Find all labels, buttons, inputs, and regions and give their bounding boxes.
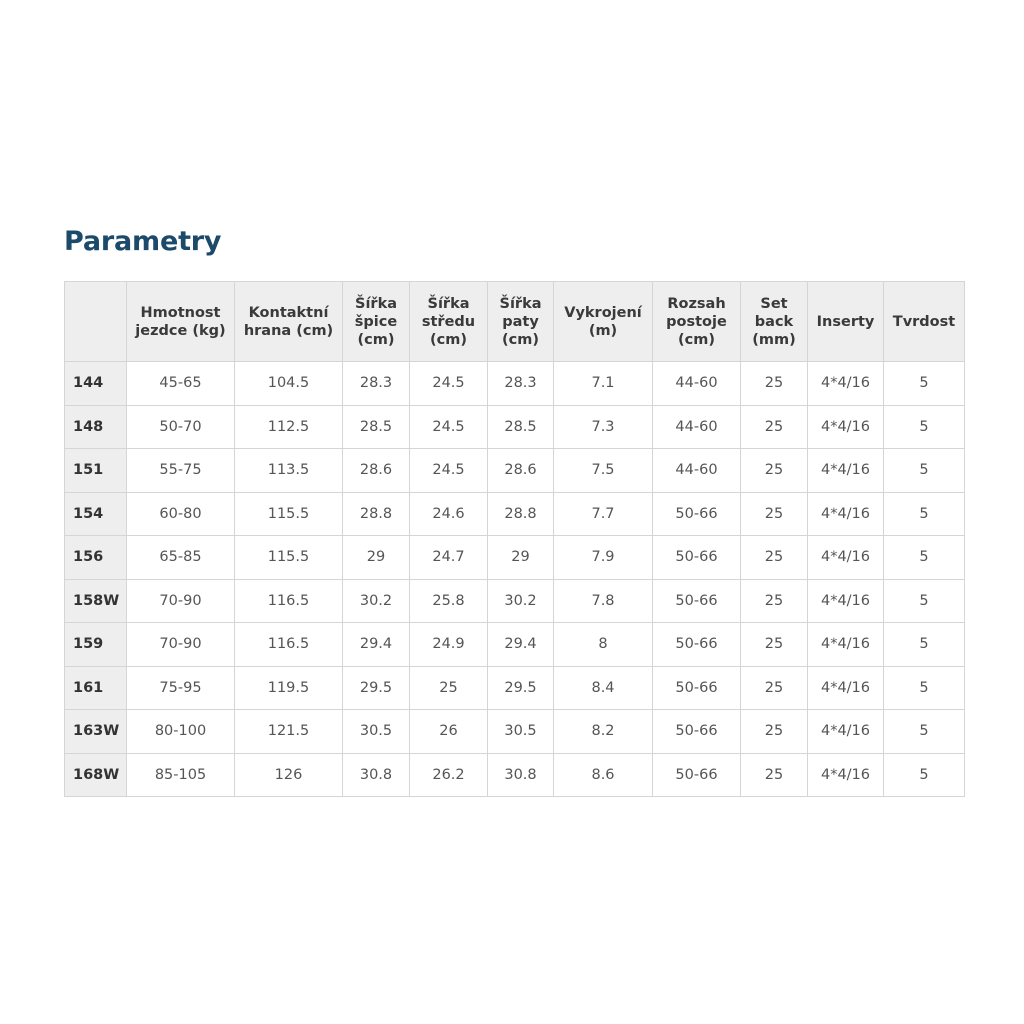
cell-tail-width: 29.5 xyxy=(488,666,554,710)
cell-setback: 25 xyxy=(741,362,808,406)
header-flex: Tvrdost xyxy=(884,282,965,362)
cell-flex: 5 xyxy=(884,405,965,449)
cell-sidecut: 8.2 xyxy=(554,710,653,754)
table-row xyxy=(65,623,965,667)
cell-contact-edge: 126 xyxy=(235,753,343,797)
cell-tail-width: 28.6 xyxy=(488,449,554,493)
header-size xyxy=(65,282,127,362)
cell-rider-weight: 80-100 xyxy=(127,710,235,754)
header-stance-range: Rozsah postoje (cm) xyxy=(653,282,741,362)
cell-stance-range: 44-60 xyxy=(653,405,741,449)
cell-stance-range: 50-66 xyxy=(653,492,741,536)
table-row xyxy=(65,362,965,406)
cell-contact-edge: 115.5 xyxy=(235,492,343,536)
cell-contact-edge: 113.5 xyxy=(235,449,343,493)
cell-stance-range: 50-66 xyxy=(653,579,741,623)
cell-size: 154 xyxy=(65,492,127,536)
cell-rider-weight: 65-85 xyxy=(127,536,235,580)
cell-waist-width: 24.5 xyxy=(410,449,488,493)
header-waist-width: Šířka středu (cm) xyxy=(410,282,488,362)
header-rider-weight: Hmotnost jezdce (kg) xyxy=(127,282,235,362)
cell-nose-width: 30.8 xyxy=(343,753,410,797)
cell-inserts: 4*4/16 xyxy=(808,362,884,406)
cell-size: 158W xyxy=(65,579,127,623)
cell-stance-range: 50-66 xyxy=(653,753,741,797)
cell-rider-weight: 45-65 xyxy=(127,362,235,406)
cell-tail-width: 29 xyxy=(488,536,554,580)
cell-size: 151 xyxy=(65,449,127,493)
cell-contact-edge: 115.5 xyxy=(235,536,343,580)
cell-tail-width: 28.8 xyxy=(488,492,554,536)
cell-nose-width: 29 xyxy=(343,536,410,580)
cell-sidecut: 7.3 xyxy=(554,405,653,449)
cell-tail-width: 28.3 xyxy=(488,362,554,406)
cell-contact-edge: 104.5 xyxy=(235,362,343,406)
cell-inserts: 4*4/16 xyxy=(808,579,884,623)
cell-setback: 25 xyxy=(741,579,808,623)
cell-stance-range: 50-66 xyxy=(653,666,741,710)
cell-waist-width: 24.5 xyxy=(410,362,488,406)
cell-waist-width: 24.7 xyxy=(410,536,488,580)
cell-stance-range: 50-66 xyxy=(653,623,741,667)
table-row xyxy=(65,449,965,493)
cell-sidecut: 7.5 xyxy=(554,449,653,493)
table-row xyxy=(65,536,965,580)
cell-nose-width: 28.5 xyxy=(343,405,410,449)
cell-contact-edge: 119.5 xyxy=(235,666,343,710)
header-setback: Set back (mm) xyxy=(741,282,808,362)
cell-tail-width: 30.8 xyxy=(488,753,554,797)
cell-setback: 25 xyxy=(741,405,808,449)
cell-inserts: 4*4/16 xyxy=(808,666,884,710)
cell-size: 144 xyxy=(65,362,127,406)
cell-contact-edge: 121.5 xyxy=(235,710,343,754)
table-row xyxy=(65,579,965,623)
cell-setback: 25 xyxy=(741,623,808,667)
cell-tail-width: 28.5 xyxy=(488,405,554,449)
cell-rider-weight: 70-90 xyxy=(127,579,235,623)
cell-waist-width: 26.2 xyxy=(410,753,488,797)
cell-rider-weight: 60-80 xyxy=(127,492,235,536)
cell-stance-range: 44-60 xyxy=(653,362,741,406)
cell-sidecut: 8 xyxy=(554,623,653,667)
cell-nose-width: 30.2 xyxy=(343,579,410,623)
cell-tail-width: 30.2 xyxy=(488,579,554,623)
cell-size: 148 xyxy=(65,405,127,449)
header-inserts: Inserty xyxy=(808,282,884,362)
cell-rider-weight: 50-70 xyxy=(127,405,235,449)
cell-waist-width: 25 xyxy=(410,666,488,710)
cell-flex: 5 xyxy=(884,623,965,667)
cell-sidecut: 8.6 xyxy=(554,753,653,797)
cell-setback: 25 xyxy=(741,492,808,536)
table-row xyxy=(65,666,965,710)
cell-size: 163W xyxy=(65,710,127,754)
cell-waist-width: 24.9 xyxy=(410,623,488,667)
cell-waist-width: 25.8 xyxy=(410,579,488,623)
table-row xyxy=(65,753,965,797)
cell-waist-width: 24.6 xyxy=(410,492,488,536)
cell-setback: 25 xyxy=(741,666,808,710)
cell-sidecut: 8.4 xyxy=(554,666,653,710)
parameters-table xyxy=(64,281,965,797)
table-header xyxy=(65,282,965,362)
cell-stance-range: 50-66 xyxy=(653,710,741,754)
cell-inserts: 4*4/16 xyxy=(808,710,884,754)
cell-flex: 5 xyxy=(884,492,965,536)
cell-tail-width: 29.4 xyxy=(488,623,554,667)
cell-flex: 5 xyxy=(884,536,965,580)
cell-contact-edge: 116.5 xyxy=(235,579,343,623)
cell-size: 161 xyxy=(65,666,127,710)
cell-inserts: 4*4/16 xyxy=(808,492,884,536)
cell-inserts: 4*4/16 xyxy=(808,449,884,493)
cell-setback: 25 xyxy=(741,753,808,797)
cell-size: 168W xyxy=(65,753,127,797)
cell-stance-range: 50-66 xyxy=(653,536,741,580)
table-body xyxy=(65,362,965,797)
cell-inserts: 4*4/16 xyxy=(808,405,884,449)
header-nose-width: Šířka špice (cm) xyxy=(343,282,410,362)
header-row xyxy=(65,282,965,362)
cell-flex: 5 xyxy=(884,579,965,623)
cell-nose-width: 29.4 xyxy=(343,623,410,667)
table-row xyxy=(65,492,965,536)
cell-rider-weight: 55-75 xyxy=(127,449,235,493)
cell-flex: 5 xyxy=(884,449,965,493)
cell-waist-width: 24.5 xyxy=(410,405,488,449)
cell-rider-weight: 75-95 xyxy=(127,666,235,710)
cell-sidecut: 7.1 xyxy=(554,362,653,406)
cell-flex: 5 xyxy=(884,666,965,710)
cell-inserts: 4*4/16 xyxy=(808,536,884,580)
cell-sidecut: 7.7 xyxy=(554,492,653,536)
cell-nose-width: 29.5 xyxy=(343,666,410,710)
cell-sidecut: 7.9 xyxy=(554,536,653,580)
cell-rider-weight: 85-105 xyxy=(127,753,235,797)
cell-sidecut: 7.8 xyxy=(554,579,653,623)
cell-waist-width: 26 xyxy=(410,710,488,754)
cell-flex: 5 xyxy=(884,710,965,754)
cell-flex: 5 xyxy=(884,753,965,797)
header-tail-width: Šířka paty (cm) xyxy=(488,282,554,362)
header-sidecut: Vykrojení (m) xyxy=(554,282,653,362)
cell-flex: 5 xyxy=(884,362,965,406)
cell-nose-width: 28.8 xyxy=(343,492,410,536)
table-row xyxy=(65,405,965,449)
table-row xyxy=(65,710,965,754)
cell-inserts: 4*4/16 xyxy=(808,753,884,797)
page-title: Parametry xyxy=(64,226,222,257)
cell-nose-width: 28.3 xyxy=(343,362,410,406)
cell-tail-width: 30.5 xyxy=(488,710,554,754)
header-contact-edge: Kontaktní hrana (cm) xyxy=(235,282,343,362)
cell-stance-range: 44-60 xyxy=(653,449,741,493)
cell-nose-width: 28.6 xyxy=(343,449,410,493)
cell-rider-weight: 70-90 xyxy=(127,623,235,667)
cell-size: 159 xyxy=(65,623,127,667)
cell-setback: 25 xyxy=(741,536,808,580)
cell-size: 156 xyxy=(65,536,127,580)
cell-contact-edge: 112.5 xyxy=(235,405,343,449)
cell-nose-width: 30.5 xyxy=(343,710,410,754)
cell-setback: 25 xyxy=(741,710,808,754)
cell-contact-edge: 116.5 xyxy=(235,623,343,667)
cell-inserts: 4*4/16 xyxy=(808,623,884,667)
cell-setback: 25 xyxy=(741,449,808,493)
